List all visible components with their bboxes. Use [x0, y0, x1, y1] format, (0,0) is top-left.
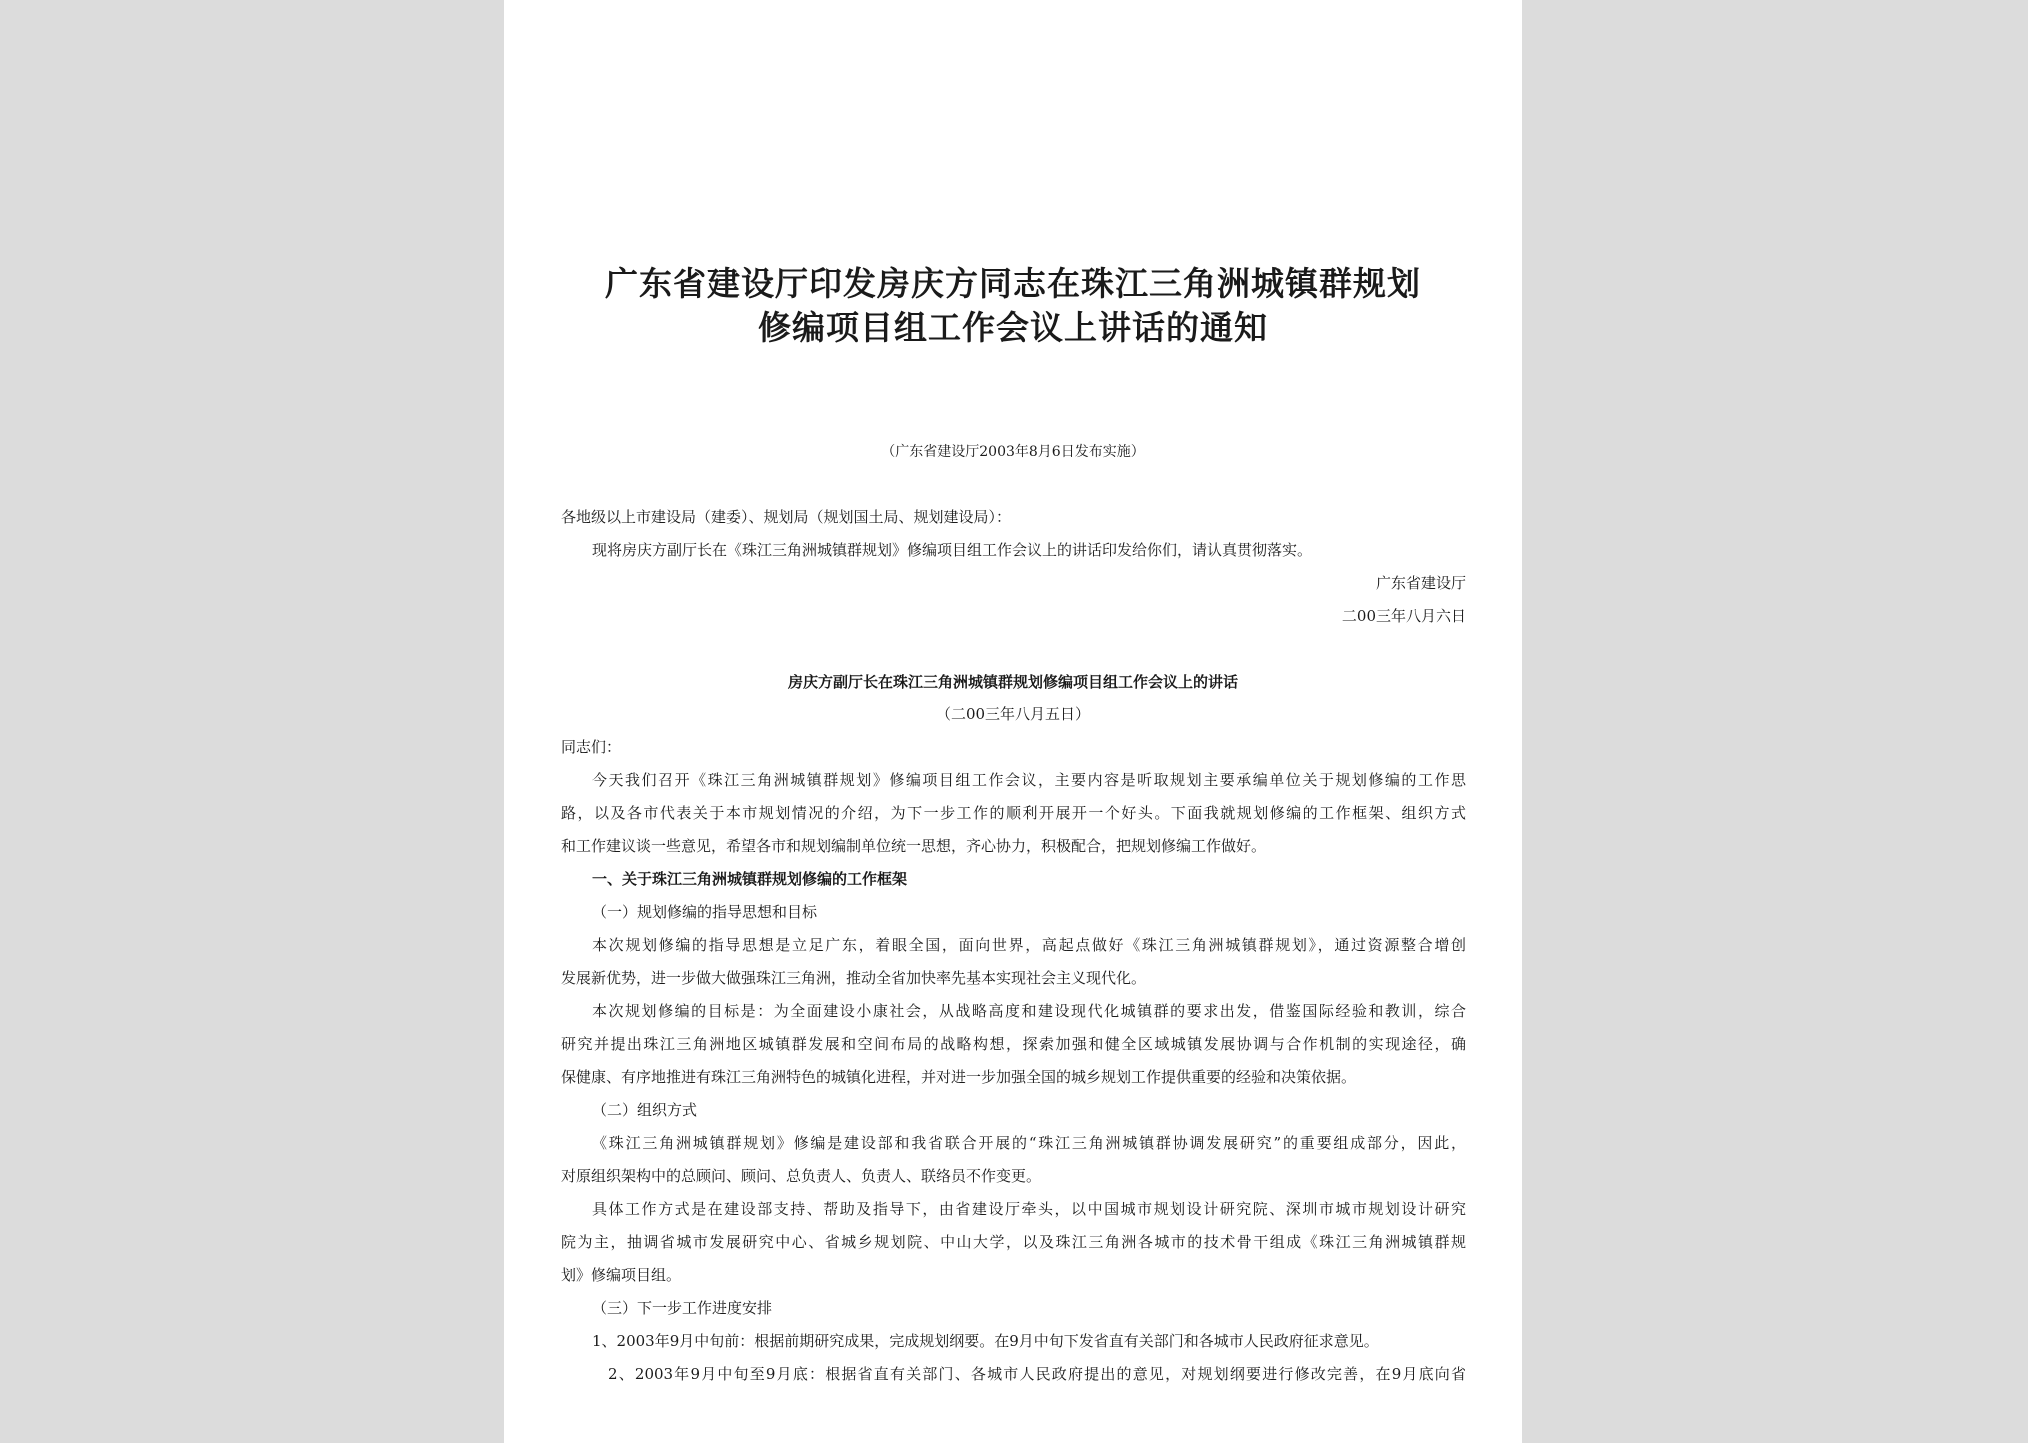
document-title: [544, 262, 1482, 350]
paragraph-line: 路，以及各市代表关于本市规划情况的介绍，为下一步工作的顺利开展开一个好头。下面我就规划修编的工作框架、组织方式: [561, 804, 1466, 822]
issued-note: （广东省建设厅2003年8月6日发布实施）: [881, 444, 1145, 460]
paragraph-line: 划》修编项目组。: [561, 1266, 682, 1284]
paragraph-line: 《珠江三角洲城镇群规划》修编是建设部和我省联合开展的“珠江三角洲城镇群协调发展研究”的重要组成部分，因此，: [592, 1134, 1466, 1152]
signature-date: 二00三年八月六日: [1341, 607, 1466, 625]
speech-date: （二00三年八月五日）: [935, 705, 1091, 723]
notice-body: 现将房庆方副厅长在《珠江三角洲城镇群规划》修编项目组工作会议上的讲话印发给你们，请认真贯彻落实。: [592, 541, 1313, 559]
paragraph-line: 今天我们召开《珠江三角洲城镇群规划》修编项目组工作会议，主要内容是听取规划主要承编单位关于规划修编的工作思: [592, 771, 1466, 789]
paragraph-line: 发展新优势，进一步做大做强珠江三角洲，推动全省加快率先基本实现社会主义现代化。: [561, 969, 1147, 987]
paragraph-line: 具体工作方式是在建设部支持、帮助及指导下，由省建设厅牵头，以中国城市规划设计研究院、深圳市城市规划设计研究: [592, 1200, 1466, 1218]
signature-org: 广东省建设厅: [1375, 574, 1466, 592]
paragraph-line: 院为主，抽调省城市发展研究中心、省城乡规划院、中山大学，以及珠江三角洲各城市的技术骨干组成《珠江三角洲城镇群规: [561, 1233, 1466, 1251]
list-item: 1、2003年9月中旬前：根据前期研究成果，完成规划纲要。在9月中旬下发省直有关部门和各城市人民政府征求意见。: [592, 1332, 1379, 1350]
list-item: 2、2003年9月中旬至9月底：根据省直有关部门、各城市人民政府提出的意见，对规划纲要进行修改完善，在9月底向省: [608, 1365, 1466, 1383]
salutation: 各地级以上市建设局（建委）、规划局（规划国土局、规划建设局）：: [561, 508, 1012, 526]
speech-title: 房庆方副厅长在珠江三角洲城镇群规划修编项目组工作会议上的讲话: [787, 673, 1238, 691]
subsection-heading: （二）组织方式: [592, 1101, 698, 1119]
title-line-1: 广东省建设厅印发房庆方同志在珠江三角洲城镇群规划: [605, 264, 1421, 303]
subsection-heading: （一）规划修编的指导思想和目标: [592, 903, 818, 921]
paragraph-line: 保健康、有序地推进有珠江三角洲特色的城镇化进程，并对进一步加强全国的城乡规划工作提供重要的经验和决策依据。: [561, 1068, 1357, 1086]
paragraph-line: 本次规划修编的目标是：为全面建设小康社会，从战略高度和建设现代化城镇群的要求出发，借鉴国际经验和教训，综合: [592, 1002, 1466, 1020]
paragraph-line: 对原组织架构中的总顾问、顾问、总负责人、负责人、联络员不作变更。: [561, 1167, 1042, 1185]
title-line-2: 修编项目组工作会议上讲话的通知: [758, 308, 1268, 347]
greeting: 同志们：: [561, 738, 622, 756]
paragraph-line: 研究并提出珠江三角洲地区城镇群发展和空间布局的战略构想，探索加强和健全区域城镇发展协调与合作机制的实现途径，确: [561, 1035, 1466, 1053]
document-page: [504, 0, 1522, 1443]
subsection-heading: （三）下一步工作进度安排: [592, 1299, 773, 1317]
paragraph-line: 本次规划修编的指导思想是立足广东，着眼全国，面向世界，高起点做好《珠江三角洲城镇群规划》，通过资源整合增创: [592, 936, 1466, 954]
section-heading: 一、关于珠江三角洲城镇群规划修编的工作框架: [592, 870, 908, 888]
paragraph-line: 和工作建议谈一些意见，希望各市和规划编制单位统一思想，齐心协力，积极配合，把规划修编工作做好。: [561, 837, 1267, 855]
